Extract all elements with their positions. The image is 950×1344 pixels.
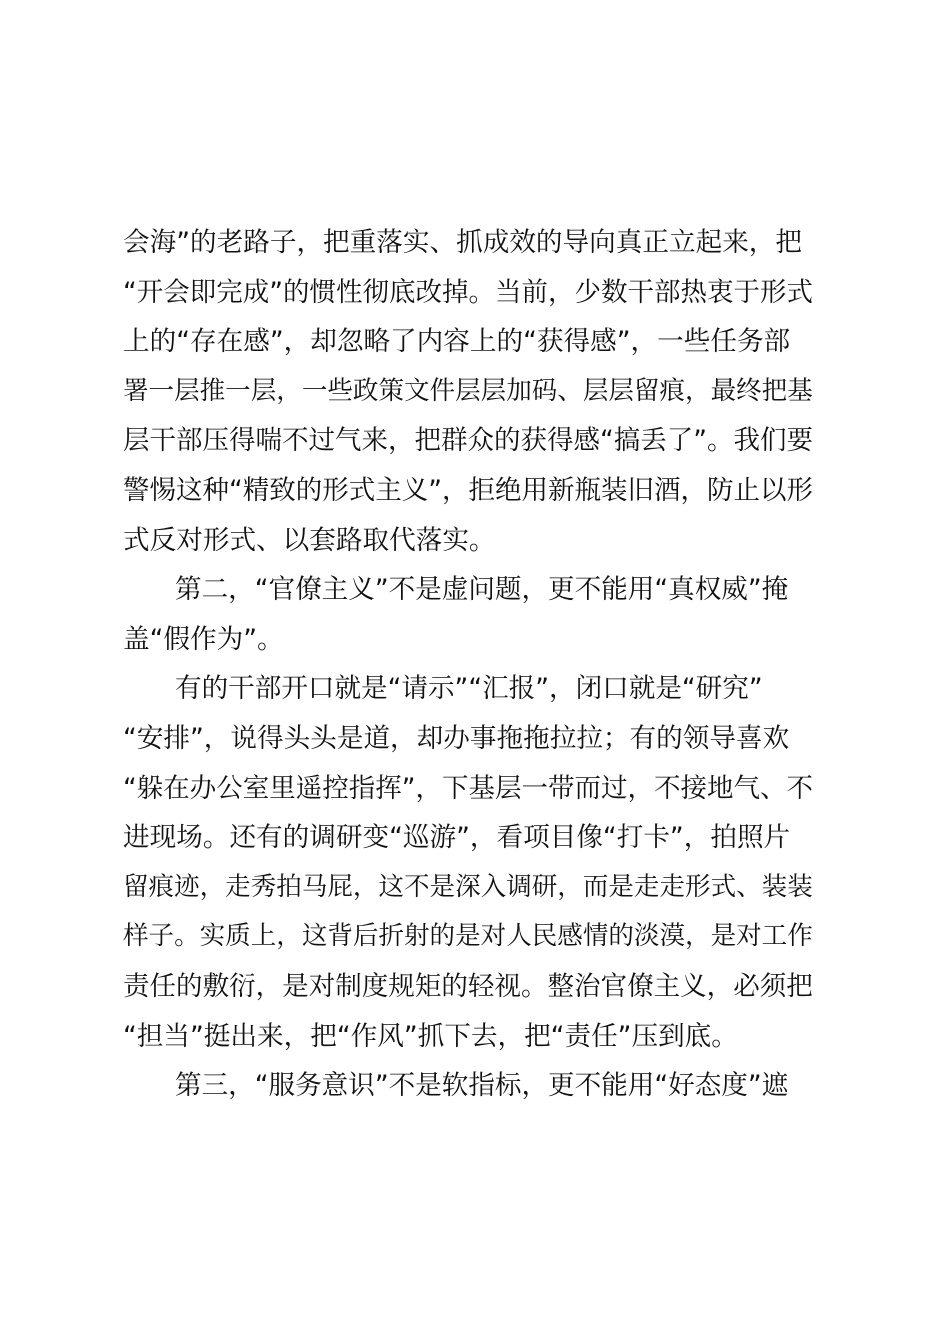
text-line: 式反对形式、以套路取代落实。 <box>123 524 496 556</box>
paragraph-heading-line: 第三，“服务意识”不是软指标，更不能用“好态度”遮 <box>175 1070 789 1102</box>
text-line: “安排”，说得头头是道，却办事拖拖拉拉；有的领导喜欢 <box>123 722 790 754</box>
text-line: 会海”的老路子，把重落实、抓成效的导向真正立起来，把 <box>123 227 803 258</box>
text-line: 留痕迹，走秀拍马屁，这不是深入调研，而是走走形式、装装 <box>123 871 813 902</box>
text-line: 盖“假作为”。 <box>123 623 284 655</box>
text-line: 样子。实质上，这背后折射的是对人民感情的淡漠，是对工作 <box>123 921 813 952</box>
body-text <box>123 218 823 1111</box>
text-line: “担当”挺出来，把“作风”抓下去，把“责任”压到底。 <box>123 1020 738 1052</box>
text-line: 责任的敷衍，是对制度规矩的轻视。整治官僚主义，必须把 <box>123 970 813 1002</box>
paragraph-heading-line: 第二，“官僚主义”不是虚问题，更不能用“真权威”掩 <box>175 574 789 606</box>
text-line: 上的“存在感”，却忽略了内容上的“获得感”，一些任务部 <box>123 326 791 358</box>
text-line: 层干部压得喘不过气来，把群众的获得感“搞丢了”。我们要 <box>123 425 813 457</box>
text-line: “开会即完成”的惯性彻底改掉。当前，少数干部热衷于形式 <box>123 276 813 308</box>
paragraph-start-line: 有的干部开口就是“请示”“汇报”，闭口就是“研究” <box>175 673 763 705</box>
text-line: “躲在办公室里遥控指挥”，下基层一带而过，不接地气、不 <box>123 772 813 804</box>
text-line: 警惕这种“精致的形式主义”，拒绝用新瓶装旧酒，防止以形 <box>123 474 813 506</box>
text-line: 署一层推一层，一些政策文件层层加码、层层留痕，最终把基 <box>123 375 813 406</box>
text-line: 进现场。还有的调研变“巡游”，看项目像“打卡”，拍照片 <box>123 822 791 854</box>
